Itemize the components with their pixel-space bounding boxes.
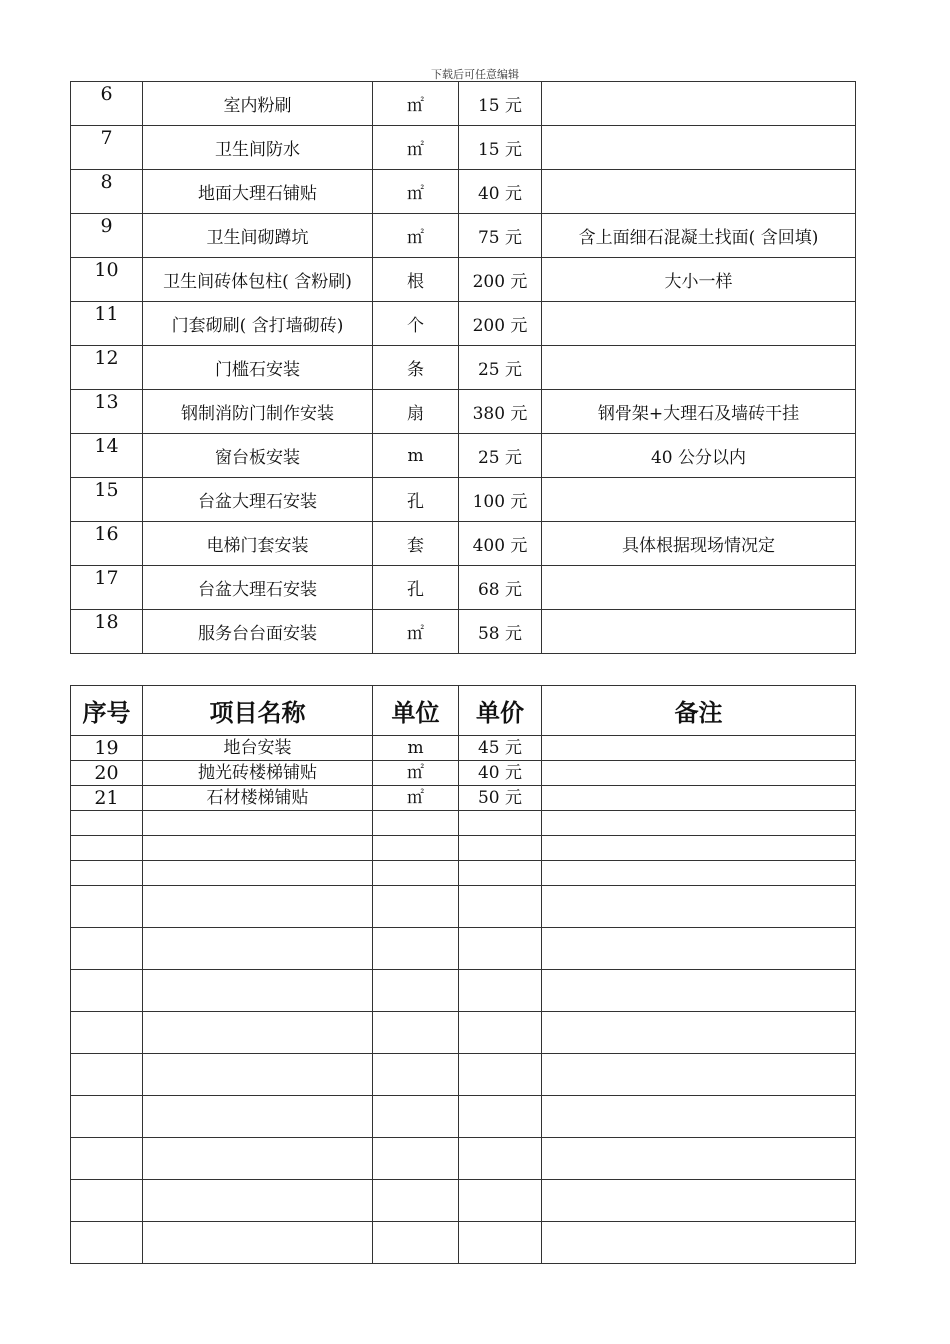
cell-remark [542,478,856,522]
table-row [71,566,856,610]
cell-no: 17 [71,566,143,610]
table-row [71,1096,856,1138]
cell-no [71,1054,143,1096]
cell-remark [542,886,856,928]
cell-price [459,1180,542,1222]
table-row [71,1054,856,1096]
table-row [71,836,856,861]
cell-name [143,886,373,928]
cell-unit: 套 [373,522,459,566]
cell-name: 卫生间防水 [143,126,373,170]
cell-no: 10 [71,258,143,302]
cell-name: 地台安装 [143,736,373,761]
cell-remark: 钢骨架+大理石及墙砖干挂 [542,390,856,434]
cell-unit: ㎡ [373,214,459,258]
cell-unit [373,1054,459,1096]
table-row [71,170,856,214]
cell-unit [373,970,459,1012]
cell-remark [542,736,856,761]
header-unit: 单位 [373,686,459,736]
cell-unit: ㎡ [373,761,459,786]
cell-name: 台盆大理石安装 [143,478,373,522]
table-row [71,478,856,522]
cell-price [459,1054,542,1096]
cell-name: 台盆大理石安装 [143,566,373,610]
cell-unit: 条 [373,346,459,390]
cell-no [71,836,143,861]
cell-name: 地面大理石铺贴 [143,170,373,214]
cell-name: 钢制消防门制作安装 [143,390,373,434]
table-header-row [71,686,856,736]
cell-no: 14 [71,434,143,478]
cell-price: 68 元 [459,566,542,610]
cell-price [459,861,542,886]
cell-name [143,1096,373,1138]
cell-no [71,861,143,886]
cell-name: 抛光砖楼梯铺贴 [143,761,373,786]
cell-unit [373,928,459,970]
cell-unit: ㎡ [373,126,459,170]
cell-remark: 大小一样 [542,258,856,302]
table-row [71,610,856,654]
cell-unit [373,886,459,928]
cell-remark [542,610,856,654]
page-header-note: 下载后可任意编辑 [431,68,519,81]
cell-price: 15 元 [459,126,542,170]
cell-unit [373,811,459,836]
cell-unit: 孔 [373,478,459,522]
price-table-continued [70,81,856,654]
cell-price [459,1138,542,1180]
cell-unit: 根 [373,258,459,302]
cell-unit [373,1222,459,1264]
price-table [70,685,856,1264]
table-row [71,761,856,786]
cell-price [459,1096,542,1138]
cell-no: 18 [71,610,143,654]
cell-remark: 40 公分以内 [542,434,856,478]
cell-price: 25 元 [459,346,542,390]
cell-remark [542,302,856,346]
header-price: 单价 [459,686,542,736]
cell-price [459,811,542,836]
cell-remark [542,786,856,811]
cell-unit [373,1012,459,1054]
cell-unit: ㎡ [373,170,459,214]
table-row [71,214,856,258]
cell-no [71,928,143,970]
table-row [71,522,856,566]
cell-price: 40 元 [459,761,542,786]
table-row [71,434,856,478]
cell-name [143,970,373,1012]
cell-remark [542,1180,856,1222]
cell-remark [542,82,856,126]
cell-price: 15 元 [459,82,542,126]
cell-unit: 个 [373,302,459,346]
cell-name: 服务台台面安装 [143,610,373,654]
cell-name [143,1180,373,1222]
cell-remark [542,1054,856,1096]
table-row [71,302,856,346]
cell-name [143,1222,373,1264]
cell-remark [542,1096,856,1138]
cell-name: 电梯门套安装 [143,522,373,566]
cell-price [459,836,542,861]
table-row [71,346,856,390]
table-row [71,390,856,434]
cell-price: 75 元 [459,214,542,258]
cell-price: 200 元 [459,258,542,302]
cell-name [143,1054,373,1096]
cell-name [143,1138,373,1180]
cell-no [71,1222,143,1264]
cell-price: 25 元 [459,434,542,478]
cell-price: 40 元 [459,170,542,214]
cell-no [71,811,143,836]
cell-name: 石材楼梯铺贴 [143,786,373,811]
cell-no [71,1012,143,1054]
cell-price [459,1222,542,1264]
cell-remark [542,566,856,610]
cell-no: 9 [71,214,143,258]
cell-remark [542,970,856,1012]
cell-no: 16 [71,522,143,566]
table-row [71,1180,856,1222]
cell-no: 12 [71,346,143,390]
cell-name: 门槛石安装 [143,346,373,390]
cell-name [143,928,373,970]
table-row [71,1012,856,1054]
cell-remark [542,811,856,836]
cell-price: 50 元 [459,786,542,811]
cell-remark [542,1222,856,1264]
cell-unit [373,1138,459,1180]
cell-unit: ㎡ [373,610,459,654]
cell-price: 45 元 [459,736,542,761]
table-row [71,928,856,970]
cell-price: 380 元 [459,390,542,434]
cell-no [71,1180,143,1222]
cell-no: 6 [71,82,143,126]
table-row [71,258,856,302]
table-row [71,861,856,886]
cell-no: 20 [71,761,143,786]
cell-no: 13 [71,390,143,434]
cell-unit [373,1180,459,1222]
cell-remark [542,346,856,390]
cell-name: 室内粉刷 [143,82,373,126]
header-remark: 备注 [542,686,856,736]
cell-no [71,1096,143,1138]
cell-unit: m [373,434,459,478]
table-row [71,886,856,928]
cell-unit [373,836,459,861]
cell-price [459,886,542,928]
cell-no: 21 [71,786,143,811]
cell-no [71,970,143,1012]
cell-price: 400 元 [459,522,542,566]
table-row [71,811,856,836]
cell-price: 200 元 [459,302,542,346]
cell-remark [542,126,856,170]
cell-name: 卫生间砌蹲坑 [143,214,373,258]
cell-remark [542,1012,856,1054]
table-row [71,1138,856,1180]
header-name: 项目名称 [143,686,373,736]
cell-remark [542,861,856,886]
cell-unit [373,861,459,886]
table-row [71,736,856,761]
cell-name: 窗台板安装 [143,434,373,478]
cell-price [459,928,542,970]
table-row [71,1222,856,1264]
header-no: 序号 [71,686,143,736]
cell-no: 19 [71,736,143,761]
cell-remark [542,1138,856,1180]
cell-unit: 扇 [373,390,459,434]
cell-unit [373,1096,459,1138]
table-row [71,970,856,1012]
cell-unit: ㎡ [373,82,459,126]
cell-no: 11 [71,302,143,346]
cell-unit: m [373,736,459,761]
cell-name [143,861,373,886]
cell-remark [542,836,856,861]
cell-remark [542,928,856,970]
cell-no [71,1138,143,1180]
cell-name: 门套砌刷( 含打墙砌砖) [143,302,373,346]
cell-name: 卫生间砖体包柱( 含粉刷) [143,258,373,302]
cell-name [143,836,373,861]
cell-price: 100 元 [459,478,542,522]
cell-remark [542,170,856,214]
cell-price [459,1012,542,1054]
table-row [71,126,856,170]
cell-no: 7 [71,126,143,170]
cell-remark [542,761,856,786]
cell-price: 58 元 [459,610,542,654]
cell-name [143,811,373,836]
cell-price [459,970,542,1012]
cell-remark: 具体根据现场情况定 [542,522,856,566]
cell-unit: ㎡ [373,786,459,811]
cell-no [71,886,143,928]
cell-no: 15 [71,478,143,522]
cell-remark: 含上面细石混凝土找面( 含回填) [542,214,856,258]
cell-name [143,1012,373,1054]
cell-no: 8 [71,170,143,214]
table-row [71,786,856,811]
cell-unit: 孔 [373,566,459,610]
table-row [71,82,856,126]
